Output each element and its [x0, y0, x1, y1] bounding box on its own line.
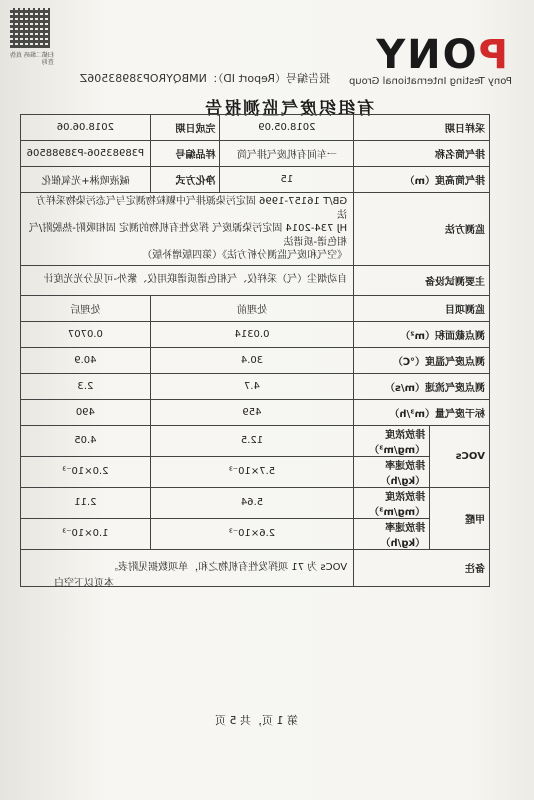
- value-cell: 1.0×10⁻³: [21, 518, 151, 549]
- value-cell: 碱液喷淋+光氧催化: [21, 167, 151, 193]
- report-title: 有组织废气监测报告: [203, 99, 374, 119]
- value-cell: 5.7×10⁻³: [150, 456, 353, 487]
- value-cell: 0.0314: [150, 321, 353, 347]
- qr-code: [10, 8, 50, 48]
- table-row: [21, 295, 490, 321]
- label-cell: 主要测试设备: [354, 265, 490, 295]
- qr-caption: 扫描二维码 真伪查询: [10, 52, 54, 67]
- value-cell: 15: [220, 167, 354, 193]
- equipment-text: 自动烟尘（气）采样仪、气相色谱质谱联用仪、紫外-可见分光光度计: [21, 265, 354, 295]
- table-row: [21, 456, 490, 487]
- label-cell: 排气筒名称: [354, 141, 490, 167]
- value-cell: 12.5: [150, 425, 353, 456]
- value-cell: 一车间有机废气排气筒: [220, 141, 354, 167]
- header-cell: 处理前: [150, 295, 353, 321]
- table-row: [21, 115, 490, 141]
- label-cell: 标干废气量（m³/h）: [354, 399, 490, 425]
- table-row: [21, 321, 490, 347]
- value-cell: 2.0×10⁻³: [21, 456, 151, 487]
- label-cell: 监测方法: [354, 193, 490, 266]
- note-text: VOCs 为 71 项挥发性有机物之和，单项数据见附表。: [21, 549, 354, 586]
- label-cell: 测点截面积（m²）: [354, 321, 490, 347]
- label-cell: 测点废气流速（m/s）: [354, 373, 490, 399]
- value-cell: 30.4: [150, 347, 353, 373]
- value-cell: 2.3: [21, 373, 151, 399]
- label-cell: 完成日期: [150, 115, 220, 141]
- header-cell: 处理后: [21, 295, 151, 321]
- value-cell: 459: [150, 399, 353, 425]
- pollutant-label: VOCs: [430, 425, 490, 487]
- report-table: [20, 114, 490, 587]
- label-cell: 监测项目: [354, 295, 490, 321]
- value-cell: 2.11: [21, 487, 151, 518]
- label-cell: 采样日期: [354, 115, 490, 141]
- report-id: 报告编号（Report ID）：NMBQYROP38983506Z: [79, 72, 330, 85]
- page-number: 第 1 页，共 5 页: [215, 714, 298, 727]
- table-row: [21, 518, 490, 549]
- table-row: [21, 141, 490, 167]
- table-row: [21, 193, 490, 266]
- value-cell: 2.6×10⁻³: [150, 518, 353, 549]
- value-cell: P38983506-P38988506: [21, 141, 151, 167]
- pony-logo: PONY: [374, 32, 508, 78]
- label-cell: 净化方式: [150, 167, 220, 193]
- label-cell: 备注: [354, 549, 490, 586]
- table-row: [21, 373, 490, 399]
- table-row: [21, 425, 490, 456]
- blank-note: 本页以下空白: [54, 578, 114, 589]
- value-cell: 2018.05.09: [220, 115, 354, 141]
- label-cell: 测点废气温度（℃）: [354, 347, 490, 373]
- label-cell: 排放浓度（mg/m³）: [354, 487, 430, 518]
- table-row: [21, 399, 490, 425]
- value-cell: 5.64: [150, 487, 353, 518]
- value-cell: 490: [21, 399, 151, 425]
- label-cell: 排放速率（kg/h）: [354, 456, 430, 487]
- label-cell: 样品编号: [150, 141, 220, 167]
- table-row: [21, 167, 490, 193]
- value-cell: 4.05: [21, 425, 151, 456]
- table-row: [21, 265, 490, 295]
- brand-subtitle: Pony Testing International Group: [348, 76, 512, 87]
- value-cell: 40.9: [21, 347, 151, 373]
- value-cell: 4.7: [150, 373, 353, 399]
- label-cell: 排放浓度（mg/m³）: [354, 425, 430, 456]
- table-row: [21, 347, 490, 373]
- method-text: GB/T 16157-1996 固定污染源排气中颗粒物测定与气态污染物采样方法 HJ 734-2014 固定污染源废气 挥发性有机物的测定 固相吸附-热脱附/气相色谱-质谱法 《空气和废气监测分析方法》（第四版增补版）: [21, 193, 354, 266]
- pollutant-label: 甲醛: [430, 487, 490, 549]
- label-cell: 排气筒高度（m）: [354, 167, 490, 193]
- table-row: [21, 487, 490, 518]
- value-cell: 2018.06.06: [21, 115, 151, 141]
- label-cell: 排放速率（kg/h）: [354, 518, 430, 549]
- value-cell: 0.0707: [21, 321, 151, 347]
